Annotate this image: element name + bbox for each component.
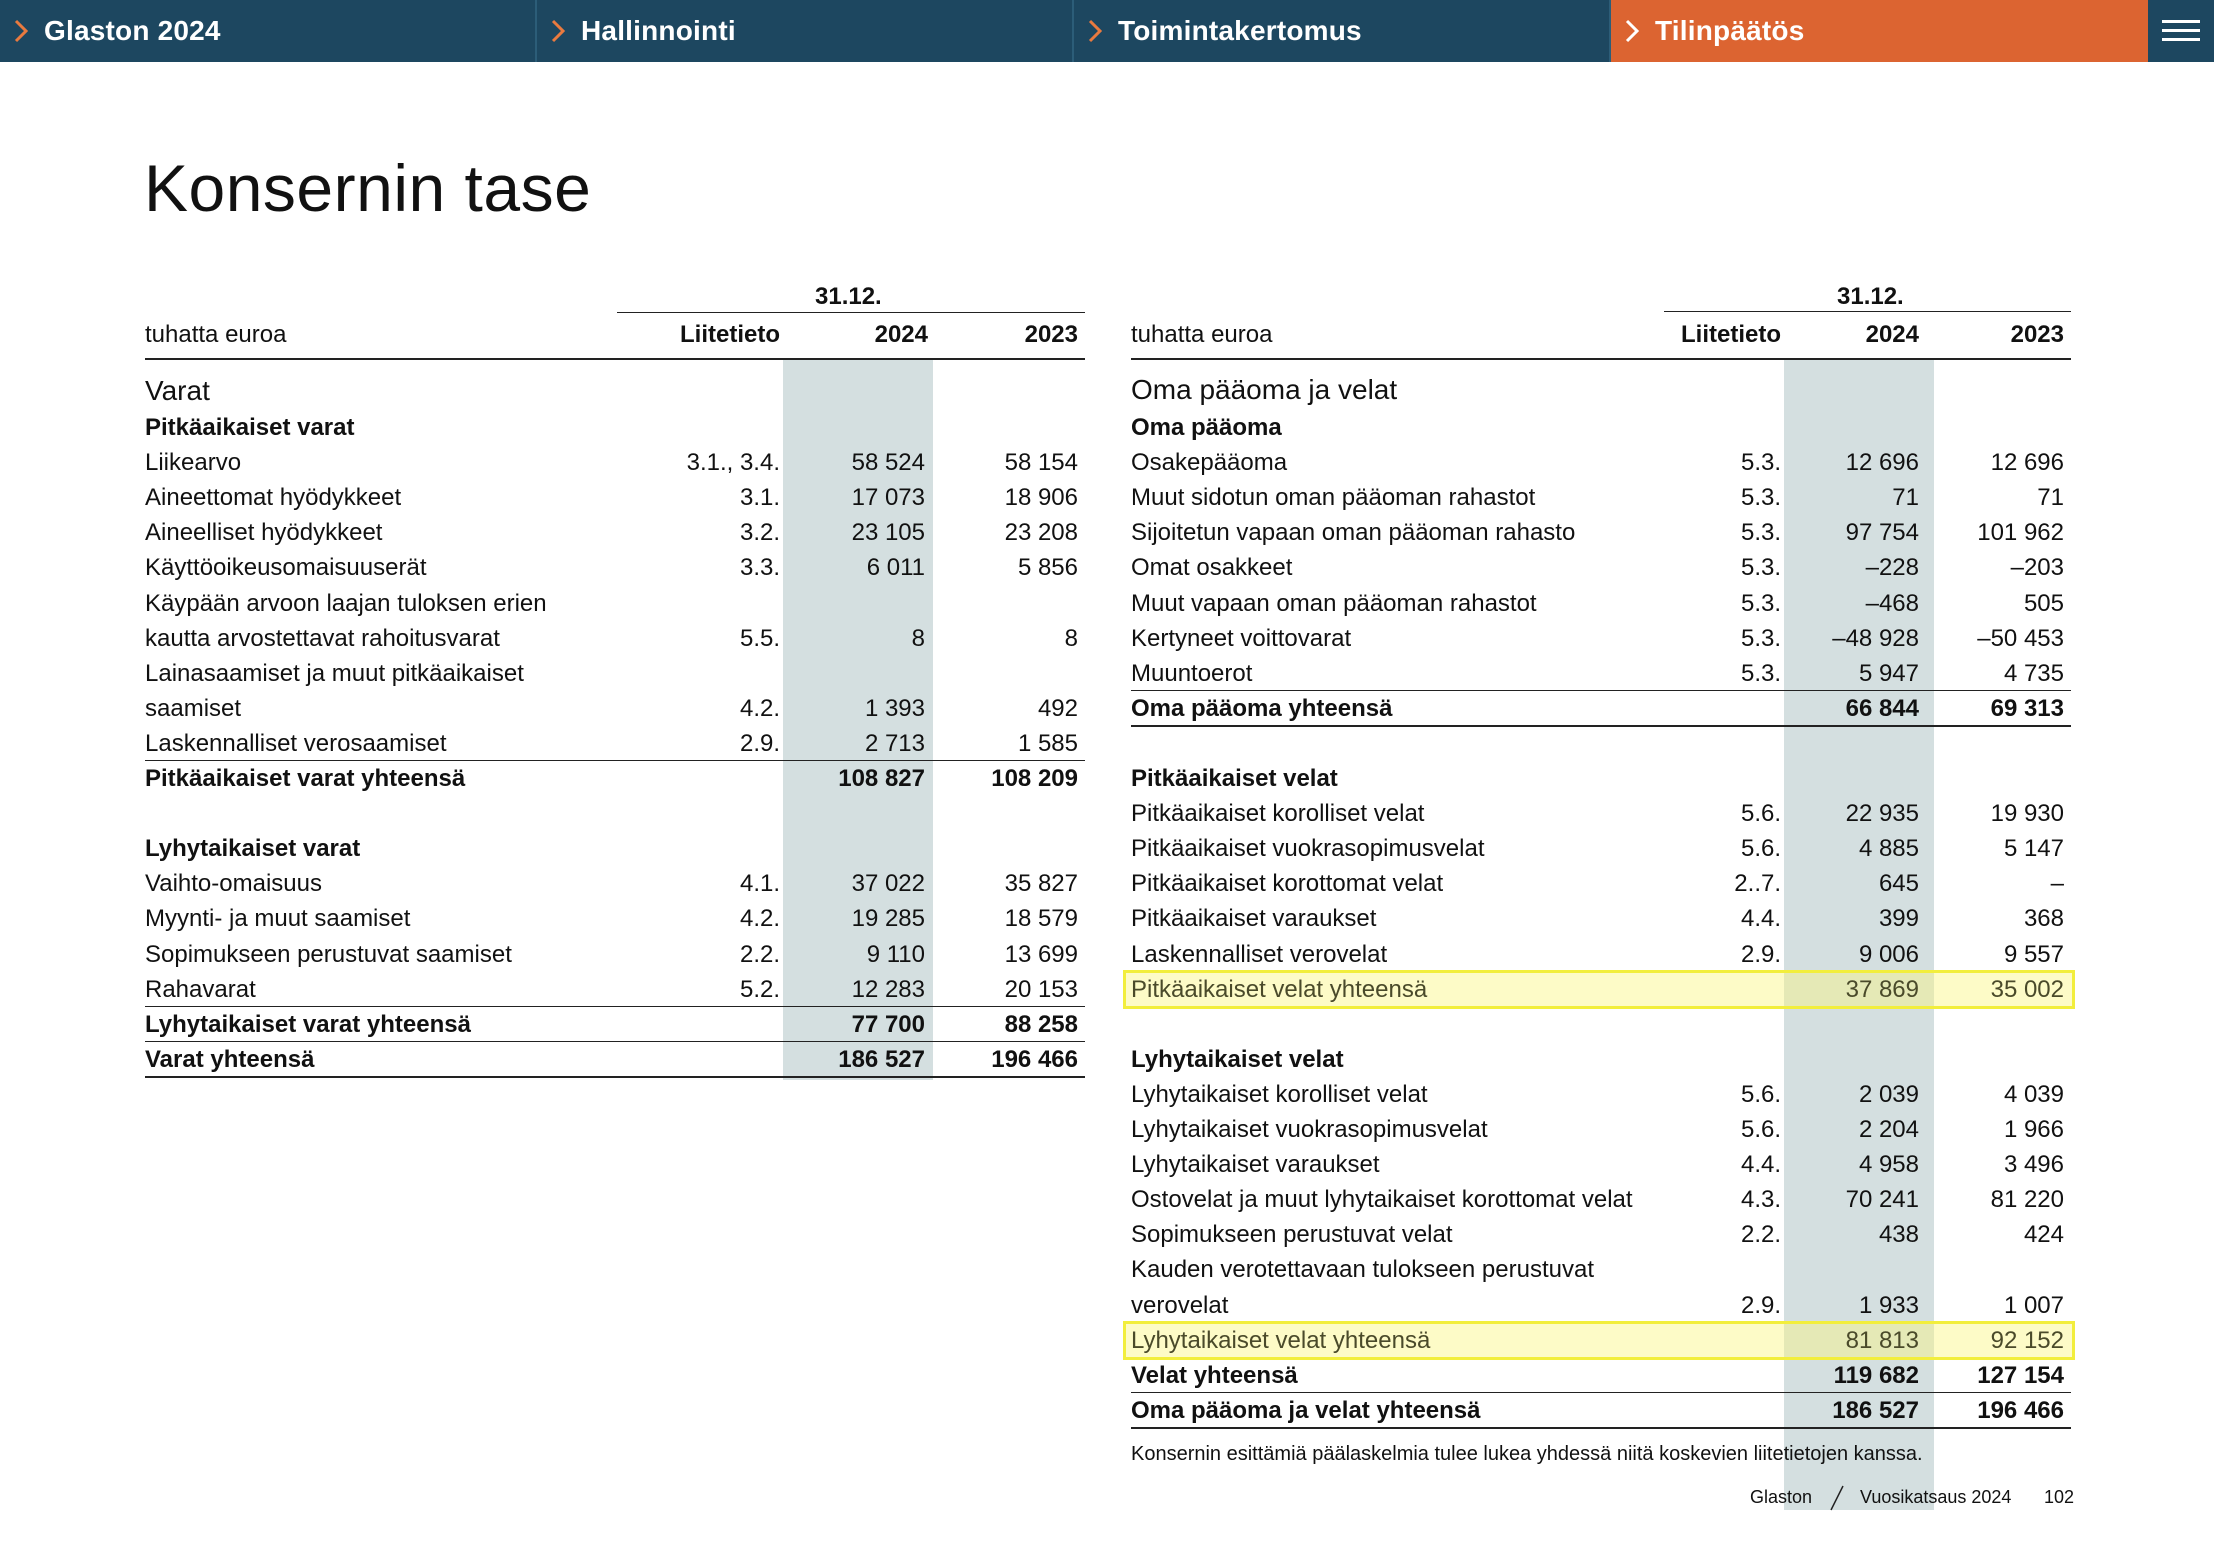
- value-2024: 12 283: [851, 975, 925, 1003]
- value-2023: 196 466: [1977, 1396, 2064, 1424]
- row-label: Muut sidotun oman pääoman rahastot: [1131, 484, 1536, 512]
- row-label: Lainasaamiset ja muut pitkäaikaiset: [145, 659, 524, 687]
- row-note: 2.9.: [1740, 940, 1781, 968]
- row-label: Käyttöoikeusomaisuuserät: [145, 554, 427, 582]
- row-label: Lyhytaikaiset varat yhteensä: [145, 1010, 471, 1038]
- row-note: 5.6.: [1740, 1116, 1781, 1143]
- row-label: Lyhytaikaiset varat: [145, 835, 361, 863]
- col-note-header: Liitetieto: [680, 321, 780, 348]
- table-row: [1131, 621, 2071, 656]
- total-row: [145, 761, 1085, 796]
- value-2023: 13 699: [1004, 940, 1078, 968]
- value-2023: –203: [2010, 554, 2064, 582]
- nav-tab-label: Hallinnointi: [581, 15, 736, 46]
- table-row: [1131, 901, 2071, 936]
- date-header-rule: [617, 312, 1085, 313]
- table-row: [145, 901, 1085, 936]
- section-title: Oma pääoma ja velat: [1131, 374, 1398, 405]
- table-row: [1131, 1288, 2071, 1323]
- value-2023: 81 220: [1990, 1186, 2064, 1214]
- row-note: 3.2.: [739, 519, 780, 547]
- row-note: 5.5.: [739, 624, 780, 652]
- row-label: verovelat: [1131, 1291, 1229, 1319]
- value-2024: –468: [1865, 589, 1919, 617]
- value-2023: 1 585: [1017, 729, 1078, 757]
- value-2023: 368: [2023, 905, 2064, 933]
- value-2024: 8: [911, 624, 925, 652]
- row-label: Myynti- ja muut saamiset: [145, 905, 411, 933]
- table-row: [1131, 586, 2071, 621]
- total-rule: [145, 760, 1085, 761]
- row-note: 4.4.: [1740, 905, 1781, 933]
- subsection-heading: [145, 410, 1085, 445]
- row-note: 3.1., 3.4.: [686, 449, 780, 477]
- table-row: [1131, 1147, 2071, 1182]
- row-note: 5.3.: [1740, 554, 1781, 582]
- value-2023: –: [2050, 870, 2064, 898]
- row-label: Lyhytaikaiset korolliset velat: [1131, 1080, 1428, 1108]
- total-row: [145, 796, 1085, 831]
- value-2024: 119 682: [1833, 1361, 1919, 1389]
- col-unit-header: tuhatta euroa: [145, 321, 287, 348]
- row-label: Lyhytaikaiset varaukset: [1131, 1151, 1380, 1179]
- row-note: 2.2.: [739, 940, 780, 968]
- value-2023: 8: [1064, 624, 1078, 652]
- row-note: 2.9.: [739, 729, 780, 757]
- nav-tab-label: Toimintakertomus: [1118, 15, 1362, 46]
- value-2023: 18 579: [1004, 905, 1078, 933]
- value-2024: 2 713: [864, 729, 925, 757]
- row-note: 5.6.: [1740, 1080, 1781, 1108]
- value-2023: 23 208: [1004, 519, 1078, 547]
- row-label: Pitkäaikaiset varat: [145, 414, 355, 441]
- row-label: Pitkäaikaiset vuokrasopimusvelat: [1131, 835, 1485, 863]
- header-rule: [145, 358, 1085, 360]
- value-2023: 424: [2023, 1221, 2064, 1249]
- total-rule: [1131, 690, 2071, 691]
- value-2024: 9 110: [866, 940, 925, 968]
- nav-tab-label: Tilinpäätös: [1655, 15, 1805, 46]
- footer-publication: Vuosikatsaus 2024: [1860, 1487, 2012, 1507]
- value-2023: 505: [2023, 589, 2064, 617]
- chevron-right-icon: [1082, 18, 1108, 44]
- value-2024: 399: [1878, 905, 1919, 933]
- table-row: [145, 480, 1085, 515]
- table-row: [145, 586, 1085, 621]
- row-label: Laskennalliset verovelat: [1131, 940, 1388, 968]
- value-2024: 645: [1878, 870, 1919, 898]
- table-row: [1131, 796, 2071, 831]
- row-label: kautta arvostettavat rahoitusvarat: [145, 624, 500, 652]
- subsection-heading: [1131, 761, 2071, 796]
- value-2023: 3 496: [2003, 1151, 2064, 1179]
- table-row: [1131, 515, 2071, 550]
- row-label: Pitkäaikaiset korottomat velat: [1131, 870, 1444, 898]
- row-label: Oma pääoma yhteensä: [1131, 694, 1393, 722]
- value-2024: 22 935: [1845, 800, 1919, 828]
- row-label: Pitkäaikaiset varaukset: [1131, 905, 1377, 933]
- row-note: 5.3.: [1740, 484, 1781, 512]
- table-row: [145, 515, 1085, 550]
- col-2023-header: 2023: [1024, 321, 1078, 348]
- row-label: Kauden verotettavaan tulokseen perustuvat: [1131, 1256, 1594, 1284]
- total-row: [1131, 1358, 2071, 1393]
- total-row: [1131, 1393, 2071, 1428]
- value-2024: 71: [1892, 484, 1919, 512]
- row-note: 5.3.: [1740, 624, 1781, 652]
- subsection-heading: [1131, 1042, 2071, 1077]
- row-label: Sopimukseen perustuvat saamiset: [145, 940, 512, 968]
- equity-liabilities-table: [1131, 280, 2071, 1440]
- row-note: 3.1.: [739, 484, 780, 512]
- total-rule: [1131, 1392, 2071, 1393]
- table-row: [145, 691, 1085, 726]
- value-2024: 23 105: [851, 519, 925, 547]
- row-label: Lyhytaikaiset velat yhteensä: [1131, 1326, 1431, 1354]
- subsection-heading: [145, 831, 1085, 866]
- value-2024: 70 241: [1845, 1186, 1919, 1214]
- hamburger-menu-button[interactable]: [2148, 0, 2214, 62]
- value-2024: 438: [1878, 1221, 1919, 1249]
- row-label: Pitkäaikaiset varat yhteensä: [145, 765, 466, 792]
- table-row: [1131, 866, 2071, 901]
- value-2023: 20 153: [1004, 975, 1078, 1003]
- table-row: [145, 972, 1085, 1007]
- footer-slash-separator: [1828, 1485, 1846, 1511]
- header-rule: [1131, 358, 2071, 360]
- value-2024: 2 039: [1858, 1080, 1919, 1108]
- footnote: Konsernin esittämiä päälaskelmia tulee lukea yhdessä niitä koskevien liitetietojen kanssa.: [1131, 1443, 1923, 1465]
- table-row: [145, 621, 1085, 656]
- value-2023: 101 962: [1977, 519, 2064, 547]
- total-row: [145, 1042, 1085, 1077]
- row-label: Aineettomat hyödykkeet: [145, 484, 402, 512]
- value-2024: 77 700: [851, 1010, 925, 1038]
- row-label: Sopimukseen perustuvat velat: [1131, 1221, 1453, 1249]
- value-2024: 4 958: [1858, 1151, 1919, 1179]
- row-label: Varat yhteensä: [145, 1045, 315, 1073]
- value-2024: 37 869: [1845, 975, 1919, 1003]
- col-unit-header: tuhatta euroa: [1131, 321, 1273, 348]
- nav-tab-glaston-2024[interactable]: [0, 0, 537, 62]
- row-label: Lyhytaikaiset vuokrasopimusvelat: [1131, 1116, 1488, 1143]
- col-2024-header: 2024: [1865, 321, 1919, 348]
- value-2023: 492: [1037, 694, 1078, 722]
- value-2023: 108 209: [991, 765, 1078, 792]
- date-header: 31.12.: [1837, 283, 1904, 310]
- row-label: Liikearvo: [145, 449, 242, 477]
- row-label: saamiset: [145, 694, 242, 722]
- value-2024: 4 885: [1858, 835, 1919, 863]
- table-row: [1131, 1217, 2071, 1252]
- total-rule: [145, 1041, 1085, 1042]
- value-2024: 97 754: [1845, 519, 1919, 547]
- chevron-right-icon: [8, 18, 34, 44]
- total-row: [1131, 726, 2071, 761]
- value-2023: 4 039: [2003, 1080, 2064, 1108]
- total-row: [1131, 972, 2071, 1007]
- value-2023: 71: [2037, 484, 2064, 512]
- table-row: [1131, 1112, 2071, 1147]
- row-label: Muuntoerot: [1131, 659, 1253, 687]
- row-label: Laskennalliset verosaamiset: [145, 729, 447, 757]
- row-note: 5.3.: [1740, 519, 1781, 547]
- value-2024: 37 022: [851, 870, 925, 898]
- value-2023: 5 856: [1017, 554, 1078, 582]
- table-row: [145, 866, 1085, 901]
- nav-tab-tilinpaatos[interactable]: [1611, 0, 2148, 62]
- value-2023: 5 147: [2003, 835, 2064, 863]
- row-label: Rahavarat: [145, 975, 256, 1003]
- value-2023: 127 154: [1977, 1361, 2064, 1389]
- value-2023: 69 313: [1990, 694, 2064, 722]
- row-label: Oma pääoma: [1131, 414, 1282, 441]
- value-2024: 81 813: [1845, 1326, 1919, 1354]
- total-row: [1131, 691, 2071, 726]
- row-label: Pitkäaikaiset velat yhteensä: [1131, 975, 1428, 1003]
- row-label: Sijoitetun vapaan oman pääoman rahasto: [1131, 519, 1576, 547]
- row-label: Vaihto-omaisuus: [145, 870, 322, 898]
- value-2024: 1 393: [864, 694, 925, 722]
- value-2023: 35 827: [1004, 870, 1078, 898]
- bottom-rule: [145, 1076, 1085, 1078]
- value-2023: 35 002: [1990, 975, 2064, 1003]
- date-header-rule: [1664, 311, 2071, 312]
- footer-page-number: 102: [2044, 1487, 2075, 1507]
- value-2023: 9 557: [2003, 940, 2064, 968]
- value-2023: –50 453: [1977, 624, 2064, 652]
- row-note: 2.9.: [1740, 1291, 1781, 1319]
- table-row: [1131, 937, 2071, 972]
- col-note-header: Liitetieto: [1681, 321, 1781, 348]
- table-row: [145, 937, 1085, 972]
- table-row: [1131, 1077, 2071, 1112]
- value-2023: 19 930: [1990, 800, 2064, 828]
- row-note: 2..7.: [1734, 870, 1781, 898]
- value-2023: 1 966: [2003, 1116, 2064, 1143]
- value-2024: 186 527: [1832, 1396, 1919, 1424]
- row-label: Aineelliset hyödykkeet: [145, 519, 383, 547]
- row-label: Pitkäaikaiset velat: [1131, 765, 1338, 792]
- hamburger-menu-icon: [2162, 20, 2200, 42]
- row-note: 4.2.: [739, 905, 780, 933]
- value-2024: 1 933: [1858, 1291, 1919, 1319]
- row-note: 2.2.: [1740, 1221, 1781, 1249]
- value-2023: 4 735: [2003, 659, 2064, 687]
- nav-tab-label: Glaston 2024: [44, 15, 221, 46]
- row-note: 4.4.: [1740, 1151, 1781, 1179]
- bottom-rule: [1131, 1427, 2071, 1429]
- value-2024: 9 006: [1858, 940, 1919, 968]
- chevron-right-icon: [1619, 18, 1645, 44]
- row-label: Lyhytaikaiset velat: [1131, 1045, 1344, 1073]
- total-row: [145, 1007, 1085, 1042]
- table-row: [1131, 480, 2071, 515]
- top-navigation: [0, 0, 2214, 62]
- value-2023: 18 906: [1004, 484, 1078, 512]
- table-row: [1131, 656, 2071, 691]
- table-row: [1131, 1182, 2071, 1217]
- section-title: Varat: [145, 375, 210, 406]
- table-row: [145, 726, 1085, 761]
- value-2023: 92 152: [1990, 1326, 2064, 1354]
- value-2024: –48 928: [1832, 624, 1919, 652]
- assets-table: [145, 280, 1085, 1080]
- col-2024-header: 2024: [874, 321, 928, 348]
- row-note: 4.3.: [1740, 1186, 1781, 1214]
- table-row: [1131, 550, 2071, 585]
- footer-company: Glaston: [1750, 1487, 1813, 1507]
- value-2023: 58 154: [1004, 449, 1078, 477]
- row-note: 5.6.: [1740, 800, 1781, 828]
- nav-tab-hallinnointi[interactable]: [537, 0, 1074, 62]
- value-2024: 66 844: [1845, 694, 1919, 722]
- total-row: [1131, 1007, 2071, 1042]
- table-row: [145, 445, 1085, 480]
- value-2024: 12 696: [1845, 449, 1919, 477]
- row-label: Ostovelat ja muut lyhytaikaiset korottomat velat: [1131, 1186, 1633, 1214]
- row-label: Omat osakkeet: [1131, 554, 1293, 582]
- row-note: 5.2.: [739, 975, 780, 1003]
- value-2024: 19 285: [851, 905, 925, 933]
- row-label: Pitkäaikaiset korolliset velat: [1131, 800, 1425, 828]
- table-row: [145, 550, 1085, 585]
- table-row: [1131, 1252, 2071, 1287]
- value-2024: –228: [1865, 554, 1919, 582]
- nav-tab-toimintakertomus[interactable]: [1074, 0, 1611, 62]
- total-row: [1131, 1323, 2071, 1358]
- row-note: 4.1.: [739, 870, 780, 898]
- row-label: Oma pääoma ja velat yhteensä: [1131, 1396, 1481, 1424]
- value-2024: 5 947: [1858, 659, 1919, 687]
- row-note: 5.6.: [1740, 835, 1781, 863]
- value-2023: 12 696: [1990, 449, 2064, 477]
- row-label: Osakepääoma: [1131, 449, 1288, 477]
- total-rule: [145, 1006, 1085, 1007]
- row-note: 5.3.: [1740, 659, 1781, 687]
- value-2024: 2 204: [1858, 1116, 1919, 1143]
- row-label: Velat yhteensä: [1131, 1361, 1298, 1389]
- row-note: 5.3.: [1740, 589, 1781, 617]
- chevron-right-icon: [545, 18, 571, 44]
- value-2023: 196 466: [991, 1045, 1078, 1073]
- value-2024: 108 827: [838, 765, 925, 792]
- value-2024: 186 527: [838, 1045, 925, 1073]
- date-header: 31.12.: [815, 283, 882, 310]
- row-note: 3.3.: [739, 554, 780, 582]
- col-2023-header: 2023: [2010, 321, 2064, 348]
- table-row: [1131, 831, 2071, 866]
- page-title: Konsernin tase: [144, 151, 592, 225]
- row-label: Muut vapaan oman pääoman rahastot: [1131, 589, 1537, 617]
- row-label: Kertyneet voittovarat: [1131, 624, 1352, 652]
- value-2024: 6 011: [866, 554, 925, 582]
- value-2024: 17 073: [851, 484, 925, 512]
- value-2023: 1 007: [2003, 1291, 2064, 1319]
- row-label: Käypään arvoon laajan tuloksen erien: [145, 589, 547, 617]
- value-2023: 88 258: [1004, 1010, 1078, 1038]
- row-note: 5.3.: [1740, 449, 1781, 477]
- table-row: [145, 656, 1085, 691]
- row-note: 4.2.: [739, 694, 780, 722]
- subsection-heading: [1131, 410, 2071, 445]
- value-2024: 58 524: [851, 449, 925, 477]
- table-row: [1131, 445, 2071, 480]
